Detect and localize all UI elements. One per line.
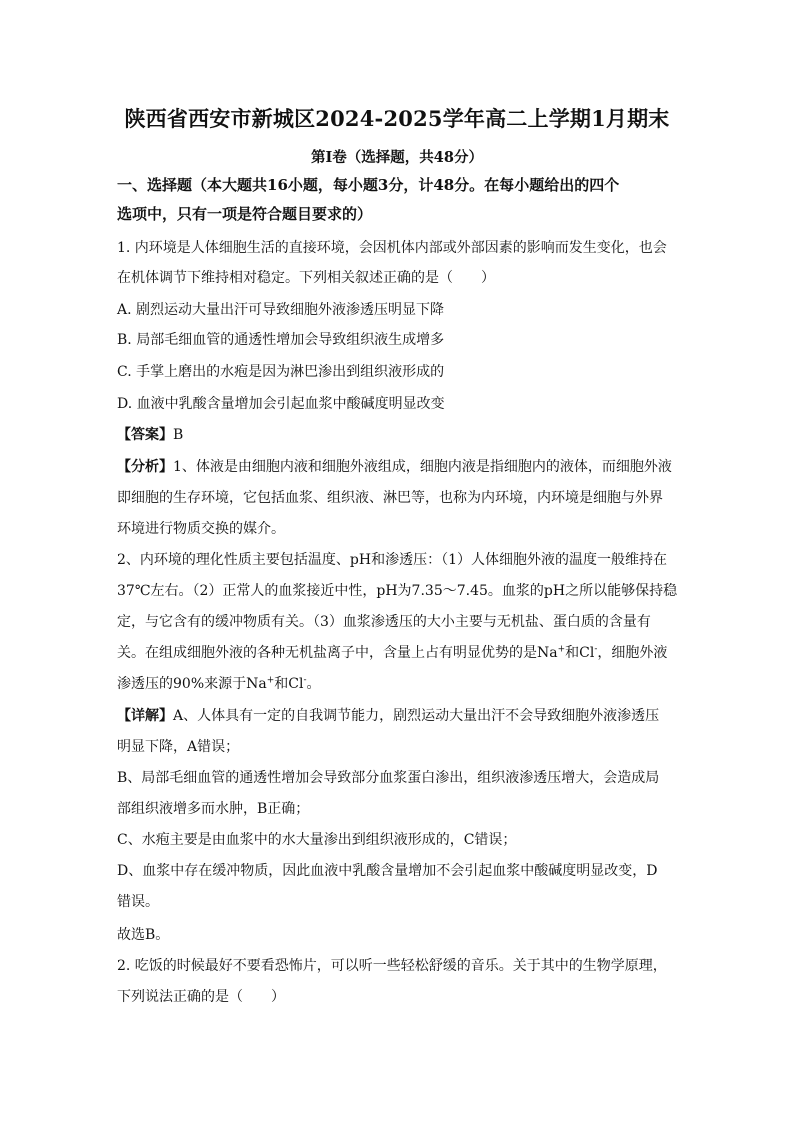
q1-conclusion: 故选B。 bbox=[117, 927, 170, 943]
q1-analysis-line3: 环境进行物质交换的媒介。 bbox=[117, 521, 285, 537]
analysis-text: 渗透压的90%来源于Na bbox=[117, 676, 267, 692]
q1-analysis-line2: 即细胞的生存环境，它包括血浆、组织液、淋巴等，也称为内环境，内环境是细胞与外界 bbox=[117, 490, 663, 506]
page-subtitle: 第Ⅰ卷（选择题，共48分） bbox=[311, 149, 483, 166]
q1-analysis-line7 bbox=[117, 643, 682, 663]
analysis-tag: 【分析】 bbox=[117, 459, 173, 475]
q1-detail-line3: B、局部毛细血管的通透性增加会导致部分血浆蛋白渗出，组织液渗透压增大，会造成局 bbox=[117, 770, 660, 786]
analysis-text: 。 bbox=[306, 676, 321, 692]
q1-stem-line1: 1. 内环境是人体细胞生活的直接环境，会因机体内部或外部因素的影响而发生变化，也会 bbox=[117, 240, 667, 256]
q1-detail-line6: D、血浆中存在缓冲物质，因此血液中乳酸含量增加不会引起血浆中酸碱度明显改变，D bbox=[117, 863, 658, 879]
q1-option-b: B. 局部毛细血管的通透性增加会导致组织液生成增多 bbox=[117, 332, 445, 348]
q1-answer-line bbox=[117, 425, 682, 445]
section-heading-line2: 选项中，只有一项是符合题目要求的） bbox=[117, 205, 373, 223]
analysis-text: 1、体液是由细胞内液和细胞外液组成，细胞内液是指细胞内的液体，而细胞外液 bbox=[173, 459, 672, 475]
page-title: 陕西省西安市新城区2024-2025学年高二上学期1月期末 bbox=[124, 106, 670, 131]
q1-detail-line4: 部组织液增多而水肿，B正确； bbox=[117, 801, 310, 817]
q2-stem-line1: 2. 吃饭的时候最好不要看恐怖片，可以听一些轻松舒缓的音乐。关于其中的生物学原理， bbox=[117, 958, 667, 974]
q1-analysis-line5: 37℃左右。（2）正常人的血浆接近中性，pH为7.35～7.45。血浆的pH之所以能够保持稳 bbox=[117, 583, 678, 599]
answer-value: B bbox=[173, 427, 184, 443]
analysis-text: 和Cl bbox=[565, 645, 595, 661]
section-heading-line1: 一、选择题（本大题共16小题，每小题3分，计48分。在每小题给出的四个 bbox=[117, 176, 620, 194]
q1-stem-line2: 在机体调节下维持相对稳定。下列相关叙述正确的是（ ） bbox=[117, 270, 495, 286]
detail-tag: 【详解】 bbox=[117, 708, 173, 724]
answer-tag: 【答案】 bbox=[117, 427, 173, 443]
q1-option-d: D. 血液中乳酸含量增加会引起血浆中酸碱度明显改变 bbox=[117, 396, 445, 412]
q1-detail-line7: 错误。 bbox=[117, 894, 159, 910]
analysis-text: 关。在组成细胞外液的各种无机盐离子中，含量上占有明显优势的是Na bbox=[117, 645, 558, 661]
q1-detail-line2: 明显下降，A错误； bbox=[117, 739, 240, 755]
detail-text: A、人体具有一定的自我调节能力，剧烈运动大量出汗不会导致细胞外液渗透压 bbox=[173, 708, 660, 724]
q1-detail-line5: C、水疱主要是由血浆中的水大量渗出到组织液形成的，C错误； bbox=[117, 832, 517, 848]
superscript: - bbox=[303, 675, 307, 686]
q2-stem-line2: 下列说法正确的是（ ） bbox=[117, 989, 285, 1005]
superscript: - bbox=[594, 644, 598, 655]
analysis-text: ，细胞外液 bbox=[597, 645, 668, 661]
q1-detail-line1 bbox=[117, 706, 682, 726]
q1-analysis-line1 bbox=[117, 457, 682, 477]
q1-option-c: C. 手掌上磨出的水疱是因为淋巴渗出到组织液形成的 bbox=[117, 364, 445, 380]
q1-analysis-line6: 定，与它含有的缓冲物质有关。（3）血浆渗透压的大小主要与无机盐、蛋白质的含量有 bbox=[117, 614, 651, 630]
superscript: + bbox=[266, 675, 275, 686]
q1-option-a: A. 剧烈运动大量出汗可导致细胞外液渗透压明显下降 bbox=[117, 302, 445, 318]
superscript: + bbox=[557, 644, 566, 655]
q1-analysis-line4: 2、内环境的理化性质主要包括温度、pH和渗透压：（1）人体细胞外液的温度一般维持在 bbox=[117, 552, 667, 568]
analysis-text: 和Cl bbox=[274, 676, 304, 692]
q1-analysis-line8 bbox=[117, 674, 682, 694]
